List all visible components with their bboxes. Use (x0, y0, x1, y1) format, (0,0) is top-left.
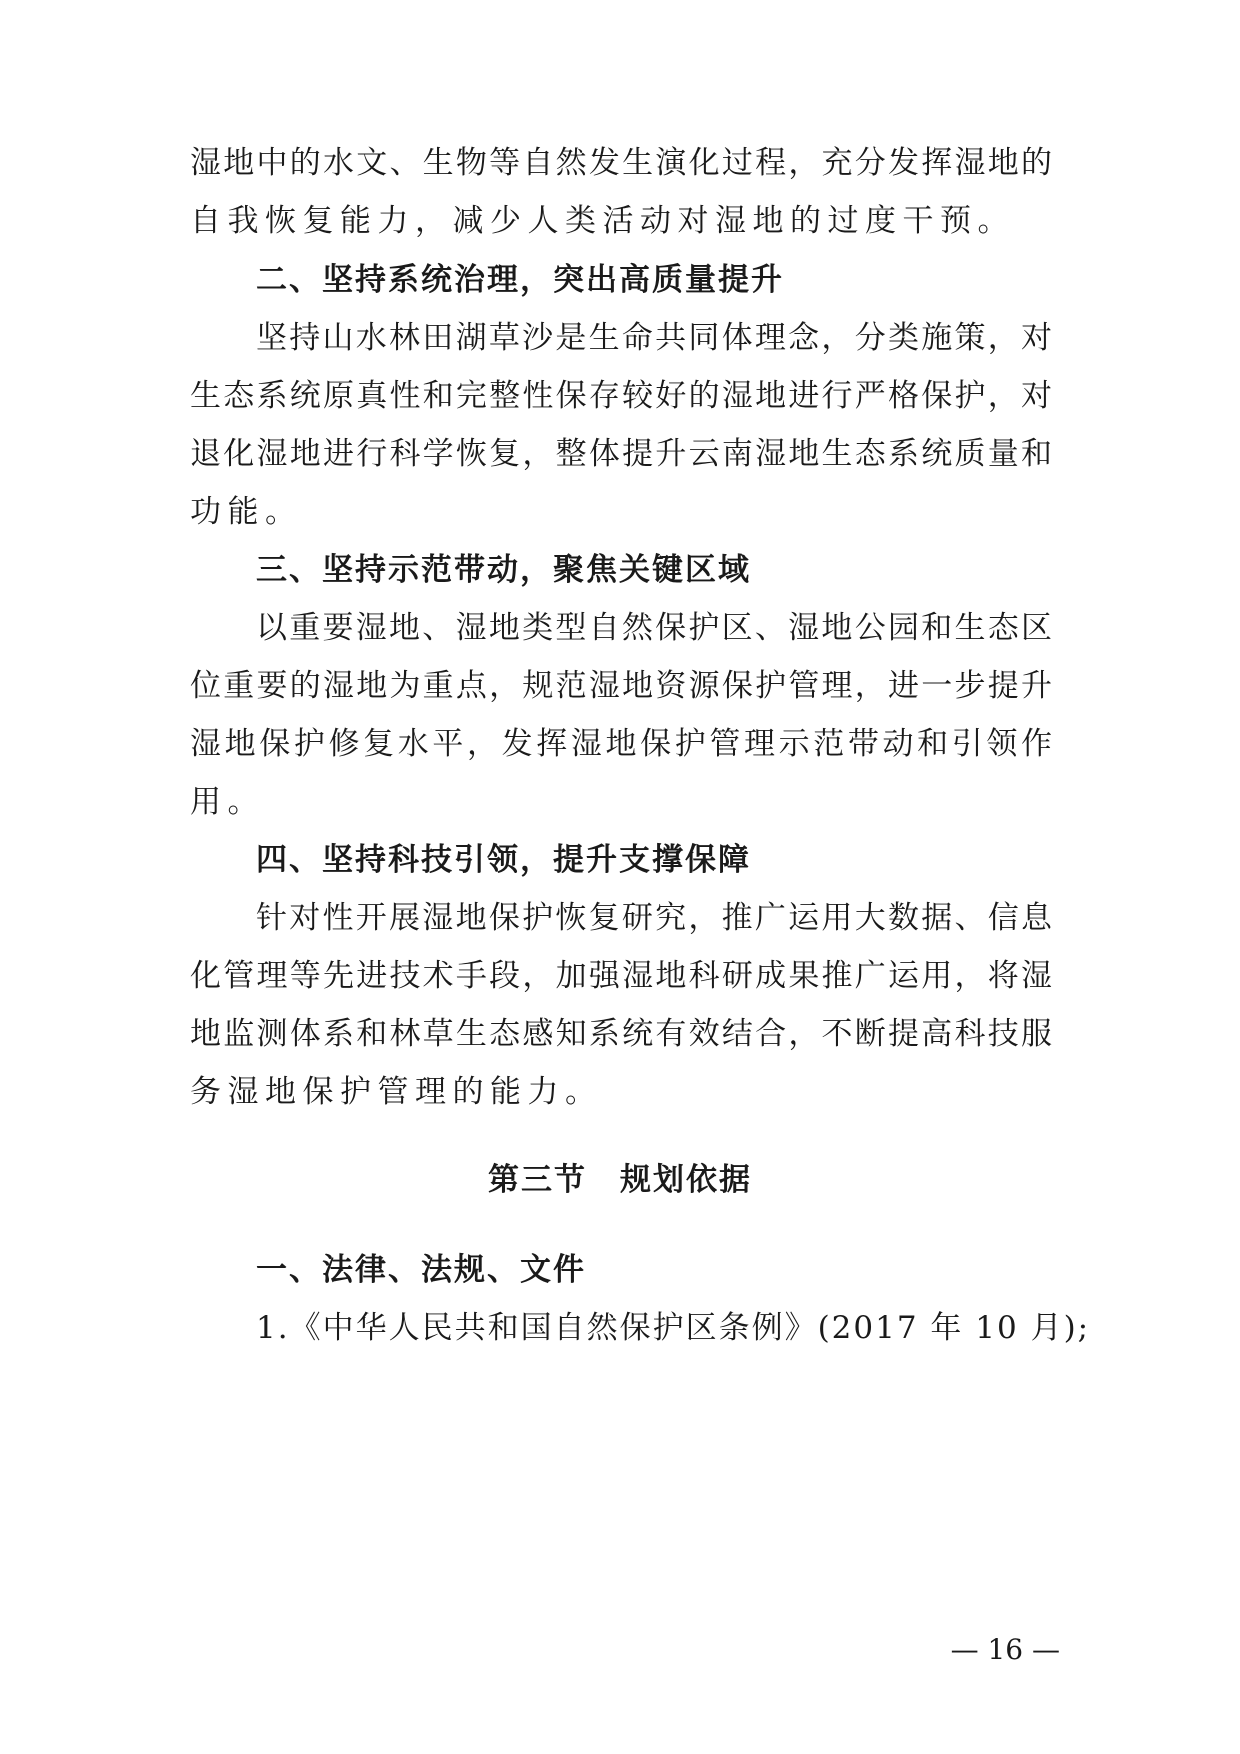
principle-2-line-2: 生态系统原真性和完整性保存较好的湿地进行严格保护，对 (190, 378, 1052, 414)
principle-2-heading: 二、坚持系统治理，突出高质量提升 (256, 262, 784, 298)
principle-4-line-2: 化管理等先进技术手段，加强湿地科研成果推广运用，将湿 (190, 958, 1052, 994)
principle-2-line-1: 坚持山水林田湖草沙是生命共同体理念，分类施策，对 (256, 320, 1052, 356)
section-subheading: 一、法律、法规、文件 (256, 1252, 586, 1288)
principle-4-line-1: 针对性开展湿地保护恢复研究，推广运用大数据、信息 (256, 900, 1052, 936)
intro-line-1: 湿地中的水文、生物等自然发生演化过程，充分发挥湿地的 (190, 145, 1052, 181)
principle-3-line-1: 以重要湿地、湿地类型自然保护区、湿地公园和生态区 (256, 610, 1052, 646)
principle-3-line-3: 湿地保护修复水平，发挥湿地保护管理示范带动和引领作 (190, 726, 1052, 762)
principle-3-heading: 三、坚持示范带动，聚焦关键区域 (256, 552, 751, 588)
reference-item-1: 1.《中华人民共和国自然保护区条例》(2017 年 10 月); (256, 1310, 1091, 1346)
page-number: — 16 — (950, 1633, 1060, 1666)
principle-4-line-4: 务湿地保护管理的能力。 (190, 1074, 603, 1110)
principle-2-line-4: 功能。 (190, 494, 303, 530)
principle-4-heading: 四、坚持科技引领，提升支撑保障 (256, 842, 751, 878)
intro-line-2: 自我恢复能力，减少人类活动对湿地的过度干预。 (190, 203, 1015, 239)
principle-3-line-2: 位重要的湿地为重点，规范湿地资源保护管理，进一步提升 (190, 668, 1052, 704)
principle-4-line-3: 地监测体系和林草生态感知系统有效结合，不断提高科技服 (190, 1016, 1052, 1052)
principle-2-line-3: 退化湿地进行科学恢复，整体提升云南湿地生态系统质量和 (190, 436, 1052, 472)
principle-3-line-4: 用。 (190, 784, 265, 820)
section-title: 第三节 规划依据 (488, 1162, 752, 1198)
